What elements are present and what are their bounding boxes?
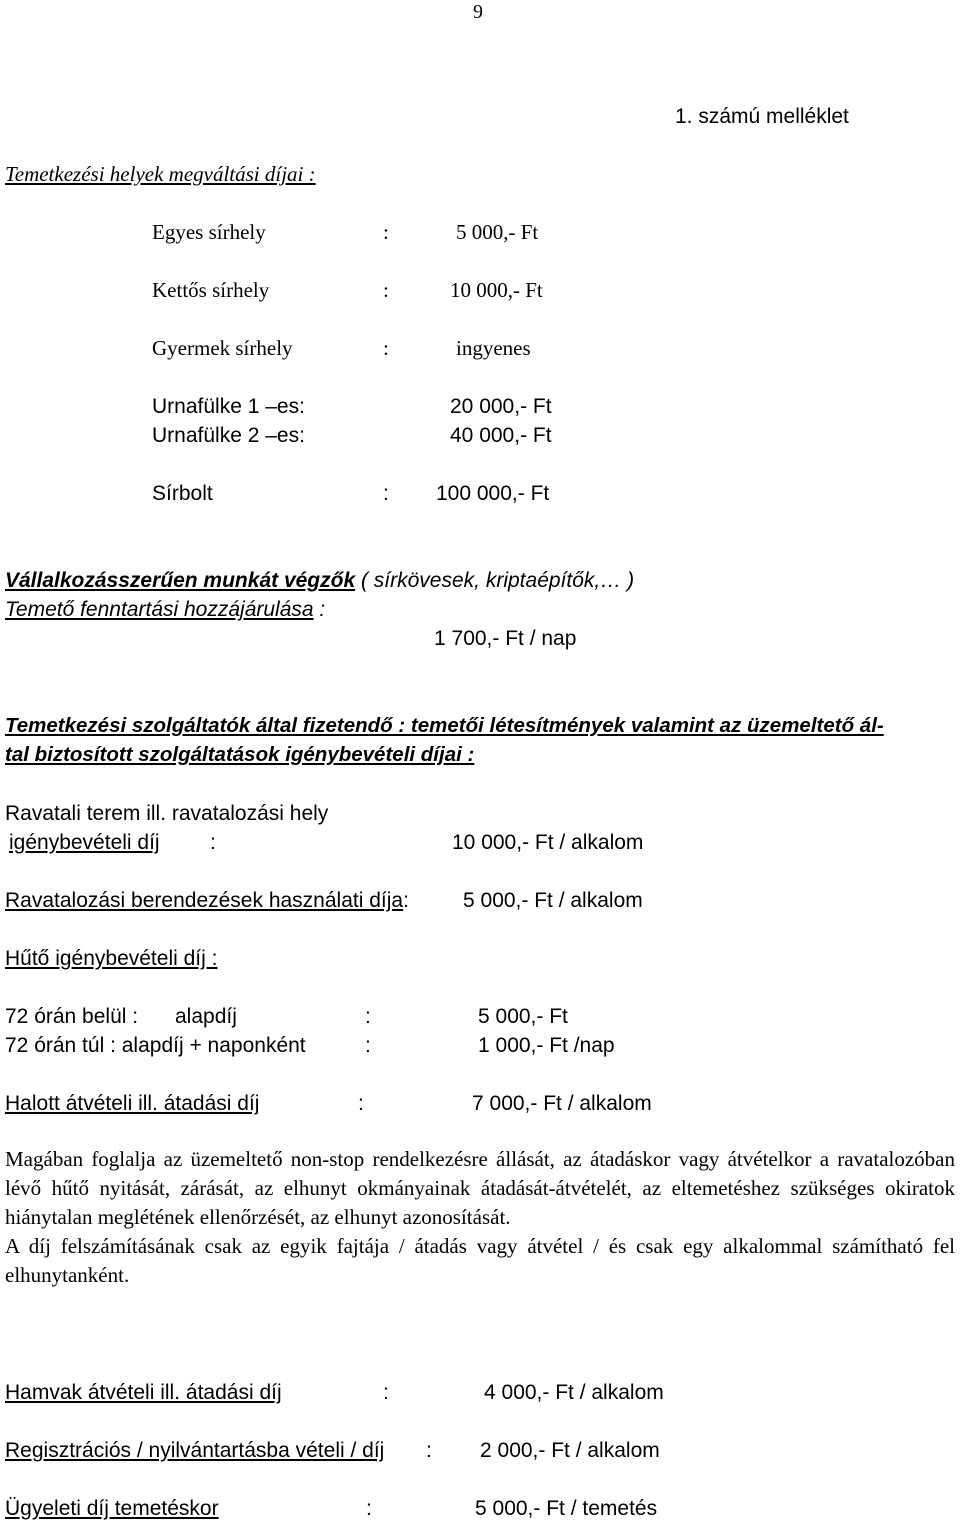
halott-separator: : (358, 1092, 364, 1115)
fee-value: 10 000,- Ft (450, 278, 543, 302)
registration-value: 2 000,- Ft / alkalom (480, 1439, 660, 1462)
hamvak-label: Hamvak átvételi ill. átadási díj (5, 1381, 282, 1404)
ugyeleti-separator: : (366, 1497, 372, 1520)
ugyeleti-value: 5 000,- Ft / temetés (475, 1497, 658, 1520)
ugyeleti-label: Ügyeleti díj temetéskor (5, 1497, 219, 1520)
berendezes-colon: : (403, 889, 409, 912)
berendezes-row (5, 890, 409, 911)
maintenance-contribution-value: 1 700,- Ft / nap (434, 627, 577, 650)
row72a-mid: alapdíj (175, 1005, 237, 1028)
fee-label: Urnafülke 1 –es: (152, 395, 305, 418)
maintenance-contribution-label: Temető fenntartási hozzájárulása (5, 598, 314, 621)
paragraph-charging-rule: A díj felszámításának csak az egyik fajtája / átadás vagy átvétel / és csak egy alkalommal számítható fel elhunytanként. (5, 1234, 955, 1287)
berendezes-label: Ravatalozási berendezések használati díja (5, 889, 404, 912)
page-number: 9 (473, 1, 483, 23)
fee-value: 5 000,- Ft (456, 220, 539, 244)
maintenance-contribution-heading (5, 599, 325, 620)
service-fees-heading-line1: Temetkezési szolgáltatók által fizetendő : temetői létesítmények valamint az üzemeltető ál- (5, 714, 884, 737)
contractor-heading (5, 570, 634, 591)
fee-separator: : (383, 278, 389, 302)
row72b-value: 1 000,- Ft /nap (478, 1034, 615, 1057)
maintenance-contribution-colon: : (313, 598, 326, 621)
paragraph-scope: Magában foglalja az üzemeltető non-stop rendelkezésre állását, az átadáskor vagy átvételkor a ravatalozóban lévő hűtő nyitását, zárását, az elhunyt okmányainak átadását-átvételét, az eltemetéshez szükséges okiratok hiánytalan meglétének ellenőrzését, az elhunyt azonosítását. (5, 1147, 955, 1229)
halott-label: Halott átvételi ill. átadási díj (5, 1092, 260, 1115)
fee-label: Egyes sírhely (152, 220, 266, 244)
section-heading-burial-fees: Temetkezési helyek megváltási díjai : (5, 162, 316, 186)
fee-separator: : (383, 336, 389, 360)
fee-value: 20 000,- Ft (450, 395, 552, 418)
huto-heading: Hűtő igénybevételi díj : (5, 947, 218, 970)
row72b-label: 72 órán túl : alapdíj + naponként (5, 1034, 306, 1057)
row72a-separator: : (365, 1005, 371, 1028)
ravatali-label-line2: igénybevételi díj (9, 831, 160, 854)
contractor-heading-rest: ( sírkövesek, kriptaépítők,… ) (355, 569, 635, 592)
ravatali-label-line1: Ravatali terem ill. ravatalozási hely (5, 802, 329, 825)
halott-value: 7 000,- Ft / alkalom (472, 1092, 652, 1115)
ravatali-value: 10 000,- Ft / alkalom (452, 831, 644, 854)
fee-label: Kettős sírhely (152, 278, 270, 302)
registration-separator: : (426, 1439, 432, 1462)
berendezes-value: 5 000,- Ft / alkalom (463, 889, 643, 912)
fee-label: Gyermek sírhely (152, 336, 293, 360)
service-fees-heading-line2: tal biztosított szolgáltatások igénybevételi díjai : (5, 743, 475, 766)
ravatali-separator: : (210, 831, 216, 854)
fee-value: 40 000,- Ft (450, 424, 552, 447)
fee-label: Sírbolt (152, 482, 213, 505)
contractor-heading-bold: Vállalkozásszerűen munkát végzők (5, 569, 356, 592)
fee-value: 100 000,- Ft (436, 482, 550, 505)
hamvak-value: 4 000,- Ft / alkalom (484, 1381, 664, 1404)
fee-value: ingyenes (456, 336, 531, 360)
hamvak-separator: : (383, 1381, 389, 1404)
row72a-value: 5 000,- Ft (478, 1005, 568, 1028)
annex-title: 1. számú melléklet (675, 105, 849, 128)
registration-label: Regisztrációs / nyilvántartásba vételi / díj (5, 1439, 385, 1462)
row72b-separator: : (365, 1034, 371, 1057)
row72a-label: 72 órán belül : (5, 1005, 139, 1028)
fee-label: Urnafülke 2 –es: (152, 424, 305, 447)
fee-separator: : (383, 482, 389, 505)
fee-separator: : (383, 220, 389, 244)
